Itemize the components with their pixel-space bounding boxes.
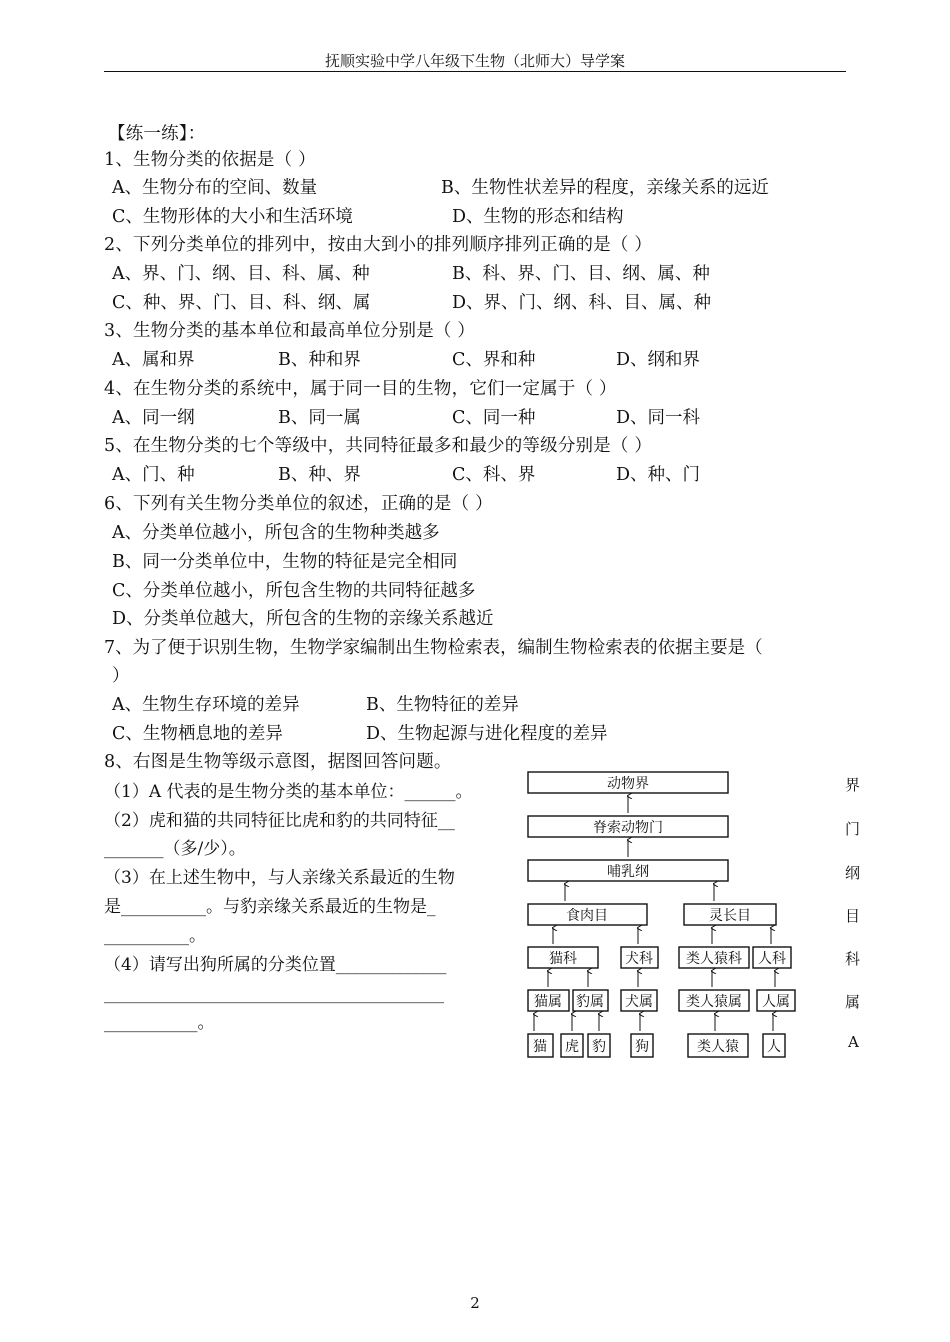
q6-option-d: D、分类单位越大，所包含的生物的亲缘关系越近 (112, 609, 494, 629)
label-family-felidae: 猫科 (549, 951, 577, 967)
label-species-tiger: 虎 (565, 1039, 579, 1055)
label-family-canidae: 犬科 (625, 951, 653, 967)
q2-option-c: C、种、界、门、目、科、纲、属 (112, 293, 371, 313)
q3-option-c: C、界和种 (452, 350, 536, 370)
level-label-phylum: 门 (845, 820, 861, 838)
q8-part-1: （1）A 代表的是生物分类的基本单位：______。 (104, 782, 473, 802)
label-species-ape: 类人猿 (697, 1039, 739, 1055)
q8-part-4-line3: ___________。 (104, 1013, 215, 1033)
level-label-kingdom: 界 (845, 776, 861, 794)
question-8-stem: 8、右图是生物等级示意图，据图回答问题。 (104, 752, 452, 772)
label-species-human: 人 (767, 1039, 781, 1055)
q7-option-d: D、生物起源与进化程度的差异 (366, 724, 608, 744)
label-species-leopard: 豹 (592, 1039, 606, 1055)
label-order-primates: 灵长目 (709, 908, 751, 924)
label-genus-ape: 类人猿属 (686, 994, 742, 1010)
q8-part-2-line2: _______（多/少）。 (104, 839, 246, 859)
q4-option-d: D、同一科 (616, 408, 701, 428)
label-order-carnivora: 食肉目 (566, 908, 608, 924)
page-header: 抚顺实验中学八年级下生物（北师大）导学案 (324, 52, 625, 70)
q8-part-3-line3: __________。 (104, 926, 206, 946)
question-6-stem: 6、下列有关生物分类单位的叙述，正确的是（ ） (104, 494, 493, 514)
q7-option-a: A、生物生存环境的差异 (112, 695, 300, 715)
section-title: 【练一练】： (108, 124, 206, 144)
q7-option-b: B、生物特征的差异 (366, 695, 519, 715)
q4-option-b: B、同一属 (278, 408, 361, 428)
level-label-class: 纲 (845, 864, 861, 882)
label-genus-dog: 犬属 (625, 994, 653, 1010)
question-7-stem-end: ） (112, 666, 130, 686)
q6-option-a: A、分类单位越小，所包含的生物种类越多 (112, 523, 440, 543)
q8-part-2-line1: （2）虎和猫的共同特征比虎和豹的共同特征__ (104, 811, 455, 831)
q1-option-d: D、生物的形态和结构 (452, 207, 624, 227)
label-family-ape: 类人猿科 (686, 951, 742, 967)
label-class: 哺乳纲 (607, 864, 649, 880)
label-genus-homo: 人属 (762, 994, 790, 1010)
q1-option-b: B、生物性状差异的程度，亲缘关系的远近 (441, 178, 769, 198)
label-genus-panthera: 豹属 (576, 994, 604, 1010)
q8-part-3-line1: （3）在上述生物中，与人亲缘关系最近的生物 (104, 868, 455, 888)
q3-option-d: D、纲和界 (616, 350, 701, 370)
q3-option-b: B、种和界 (278, 350, 361, 370)
question-2-stem: 2、下列分类单位的排列中，按由大到小的排列顺序排列正确的是（ ） (104, 235, 653, 255)
q5-option-a: A、门、种 (112, 465, 195, 485)
q5-option-c: C、科、界 (452, 465, 536, 485)
q6-option-c: C、分类单位越小，所包含生物的共同特征越多 (112, 581, 476, 601)
q1-option-c: C、生物形体的大小和生活环境 (112, 207, 353, 227)
question-3-stem: 3、生物分类的基本单位和最高单位分别是（ ） (104, 321, 476, 341)
q8-part-4-line2: ________________________________________ (104, 984, 444, 1004)
level-label-family: 科 (845, 950, 861, 968)
level-label-a: A (848, 1033, 859, 1051)
header-rule (104, 71, 846, 72)
q8-part-4-line1: （4）请写出狗所属的分类位置_____________ (104, 955, 447, 975)
label-kingdom: 动物界 (607, 776, 649, 792)
q2-option-d: D、界、门、纲、科、目、属、种 (452, 293, 712, 313)
q3-option-a: A、属和界 (112, 350, 195, 370)
q1-option-a: A、生物分布的空间、数量 (112, 178, 318, 198)
q6-option-b: B、同一分类单位中，生物的特征是完全相同 (112, 552, 458, 572)
q2-option-b: B、科、界、门、目、纲、属、种 (452, 264, 710, 284)
level-label-order: 目 (845, 907, 861, 925)
classification-diagram (520, 765, 790, 1065)
q4-option-c: C、同一种 (452, 408, 536, 428)
q8-part-3-line2: 是__________。与豹亲缘关系最近的生物是_ (104, 897, 436, 917)
level-label-genus: 属 (845, 993, 861, 1011)
q4-option-a: A、同一纲 (112, 408, 195, 428)
q5-option-d: D、种、门 (616, 465, 701, 485)
label-family-hominidae: 人科 (758, 951, 786, 967)
question-1-stem: 1、生物分类的依据是（ ） (104, 150, 316, 170)
q2-option-a: A、界、门、纲、目、科、属、种 (112, 264, 370, 284)
label-species-cat: 猫 (533, 1039, 547, 1055)
q5-option-b: B、种、界 (278, 465, 361, 485)
label-genus-cat: 猫属 (534, 994, 562, 1010)
label-phylum: 脊索动物门 (593, 820, 663, 836)
question-4-stem: 4、在生物分类的系统中，属于同一目的生物，它们一定属于（ ） (104, 379, 617, 399)
question-7-stem: 7、为了便于识别生物，生物学家编制出生物检索表，编制生物检索表的依据主要是（ (104, 638, 763, 658)
page-number: 2 (470, 1294, 480, 1312)
label-species-dog: 狗 (635, 1039, 649, 1055)
question-5-stem: 5、在生物分类的七个等级中，共同特征最多和最少的等级分别是（ ） (104, 436, 653, 456)
q7-option-c: C、生物栖息地的差异 (112, 724, 283, 744)
